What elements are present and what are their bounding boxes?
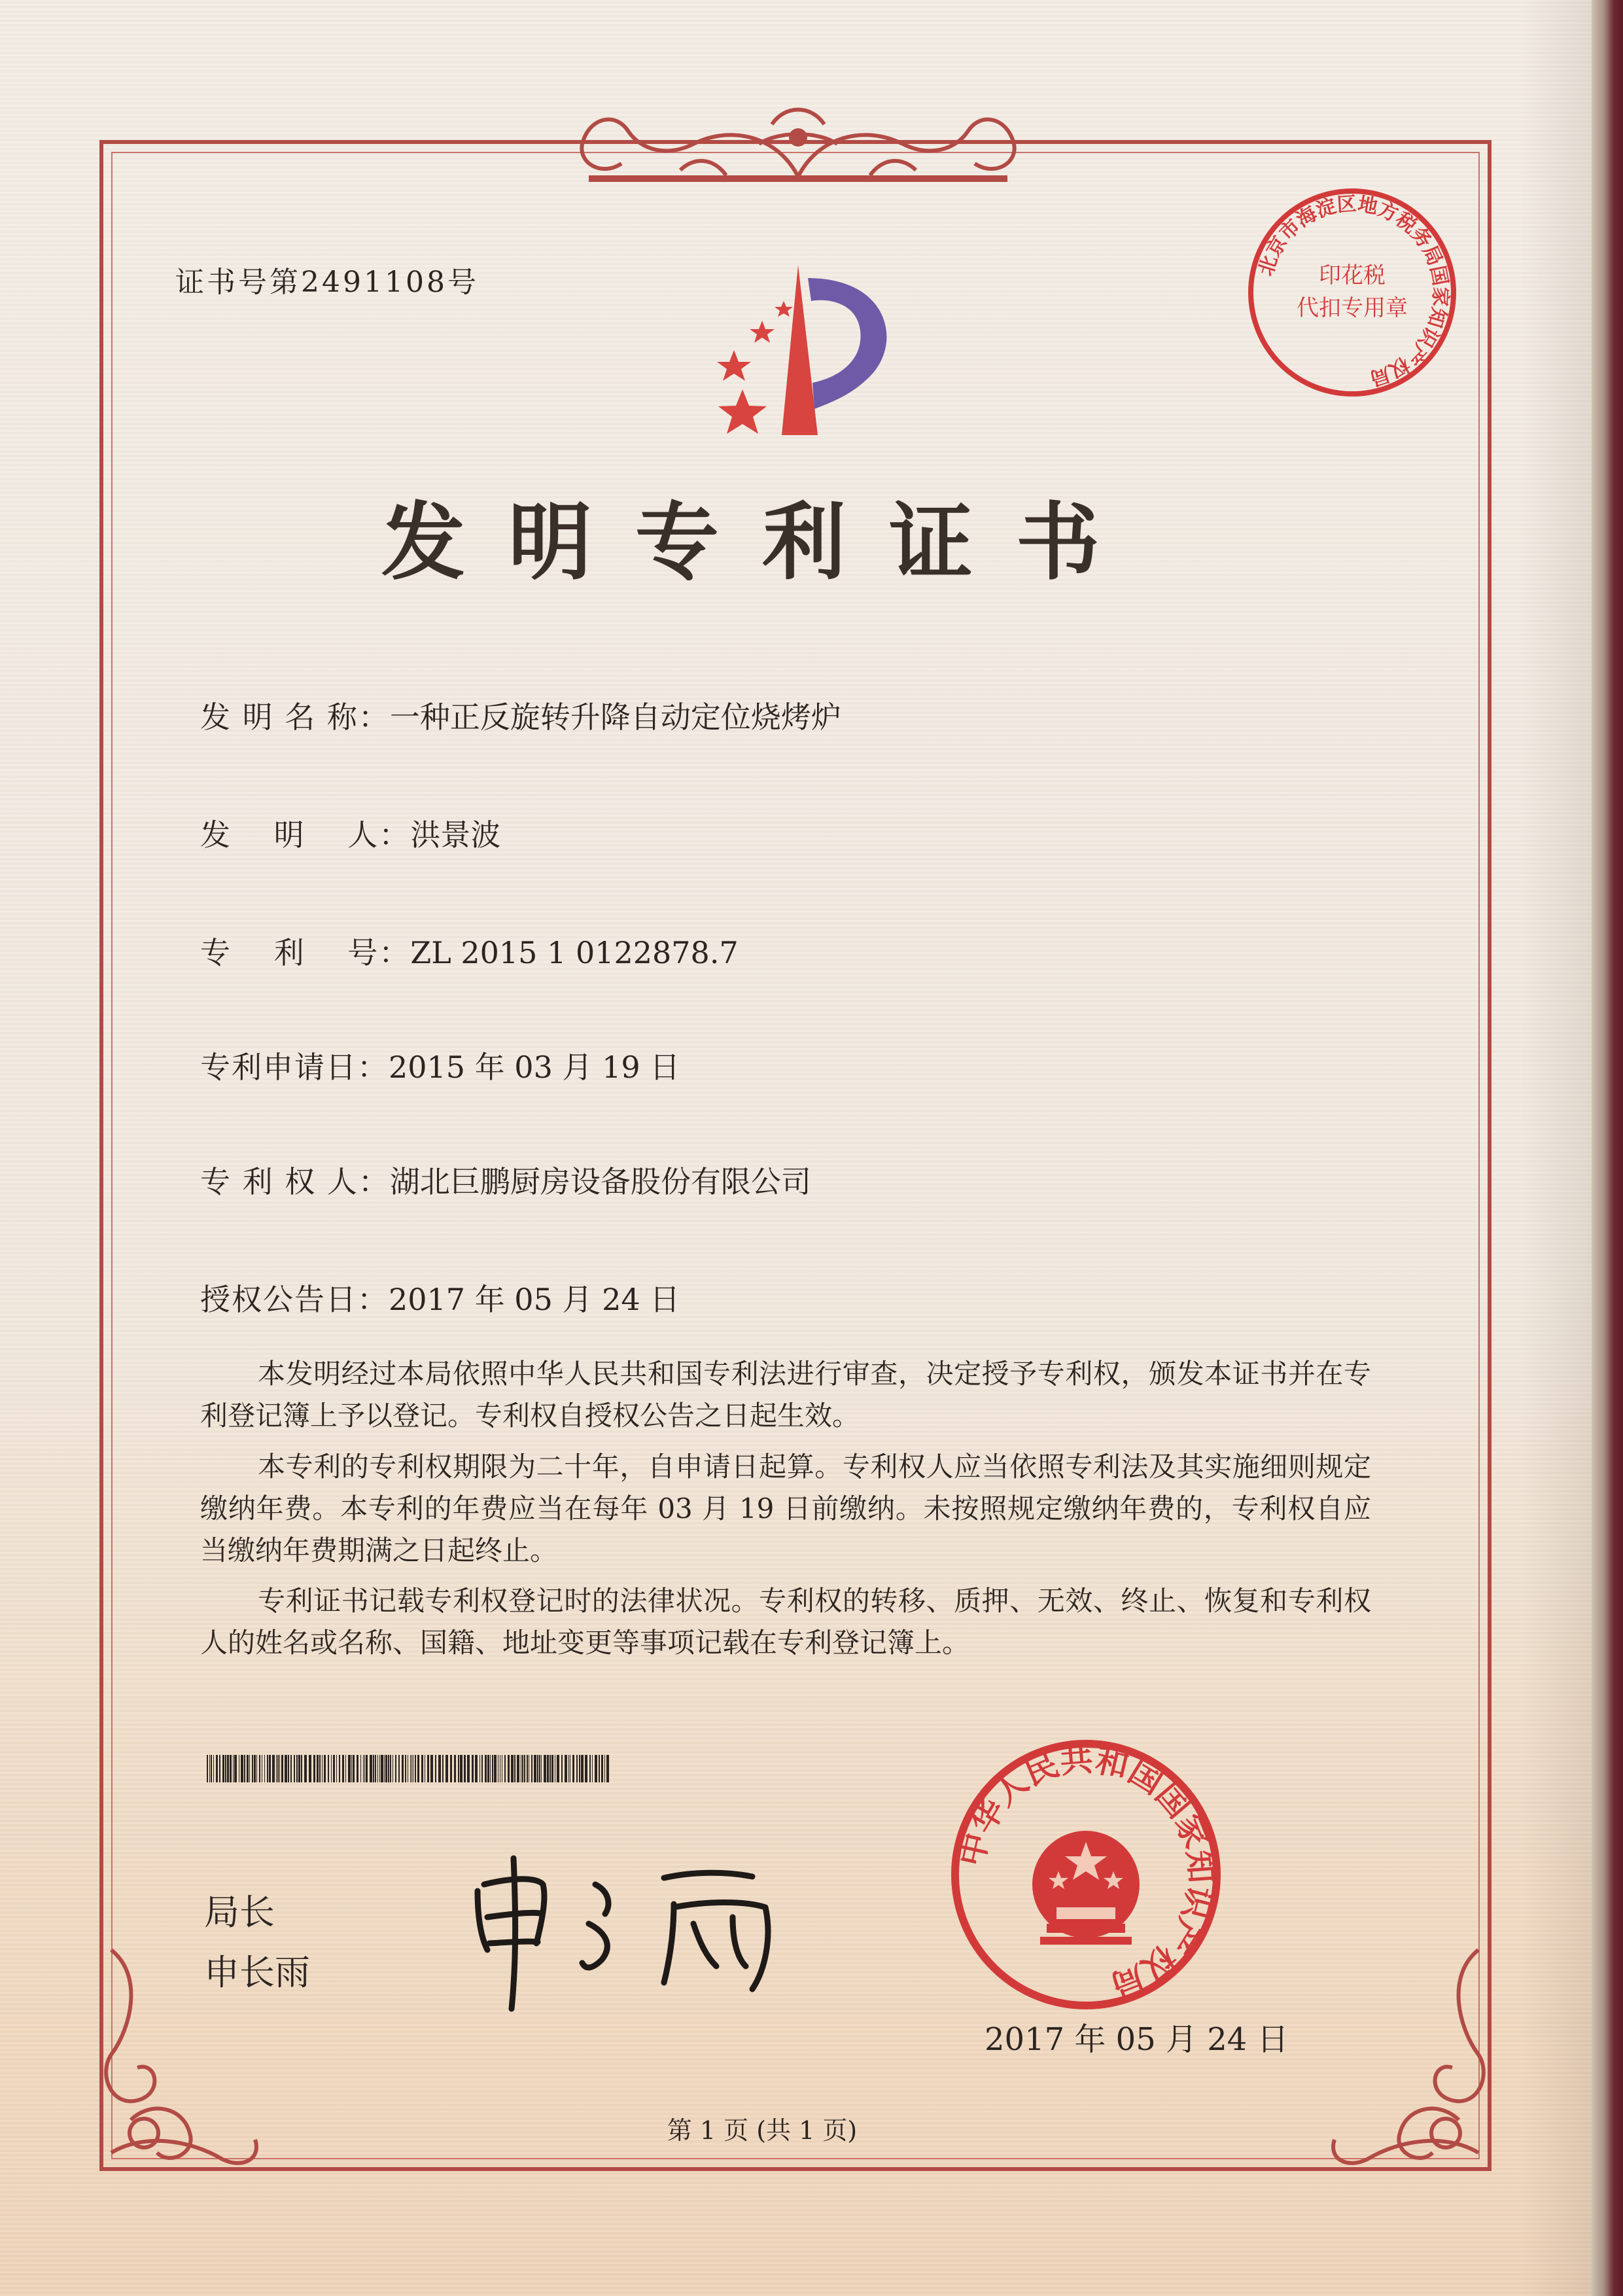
barcode-bar — [427, 1755, 429, 1782]
barcode-bar — [604, 1755, 605, 1782]
barcode-bar — [301, 1755, 302, 1782]
barcode-bar — [233, 1755, 234, 1782]
barcode-bar — [504, 1755, 506, 1782]
barcode-bar — [464, 1755, 466, 1782]
field-grant-date — [200, 1276, 680, 1319]
barcode-bar — [281, 1755, 283, 1782]
barcode-bar — [373, 1755, 374, 1782]
field-value: 一种正反旋转升降自动定位烧烤炉 — [389, 699, 841, 735]
barcode-bar — [254, 1755, 256, 1782]
barcode-bar — [360, 1755, 361, 1782]
barcode-bar — [460, 1755, 462, 1782]
field-invention-name — [200, 694, 841, 737]
barcode-bar — [547, 1755, 549, 1782]
field-value: ZL 2015 1 0122878.7 — [410, 935, 739, 970]
barcode-bar — [366, 1755, 368, 1782]
barcode-bar — [445, 1755, 448, 1782]
barcode-bar — [557, 1755, 559, 1782]
barcode-bar — [244, 1755, 245, 1782]
barcode-bar — [589, 1755, 591, 1782]
barcode-bar — [481, 1755, 483, 1782]
tax-seal-center-line1: 印花税 — [1319, 262, 1386, 289]
barcode-bar — [357, 1755, 358, 1782]
tax-seal-center-line2: 代扣专用章 — [1297, 295, 1408, 321]
barcode-bar — [485, 1755, 487, 1782]
field-value: 2017 年 05 月 24 日 — [389, 1282, 680, 1317]
barcode-bar — [601, 1755, 603, 1782]
barcode-bar — [599, 1755, 600, 1782]
barcode-bar — [313, 1755, 315, 1782]
barcode-bar — [304, 1755, 307, 1782]
field-value: 湖北巨鹏厨房设备股份有限公司 — [389, 1164, 811, 1199]
barcode-bar — [568, 1755, 569, 1782]
field-patentee — [200, 1158, 811, 1201]
barcode-bar — [576, 1755, 578, 1782]
barcode-bar — [606, 1755, 609, 1782]
barcode-bar — [294, 1755, 295, 1782]
barcode-bar — [348, 1755, 351, 1782]
certificate-title: 发明专利证书 — [381, 494, 1143, 592]
barcode-bar — [517, 1755, 519, 1782]
barcode-bar — [415, 1755, 416, 1782]
barcode-bar — [475, 1755, 478, 1782]
barcode-bar — [579, 1755, 580, 1782]
director-title: 局长 — [204, 1892, 275, 1933]
barcode-bar — [272, 1755, 275, 1782]
barcode-bar — [339, 1755, 340, 1782]
barcode-bar — [438, 1755, 441, 1782]
barcode-bar — [492, 1755, 493, 1782]
field-label: 专 利 权 人： — [200, 1164, 390, 1199]
barcode-bar — [264, 1755, 265, 1782]
barcode-bar — [267, 1755, 268, 1782]
field-label: 授权公告日： — [200, 1282, 389, 1317]
binding-spine — [1592, 0, 1623, 2296]
field-patent-number — [200, 929, 739, 972]
barcode-bar — [345, 1755, 346, 1782]
barcode-bar — [390, 1755, 391, 1782]
barcode-bar — [322, 1755, 323, 1782]
barcode-bar — [537, 1755, 538, 1782]
barcode-bar — [430, 1755, 433, 1782]
barcode-bar — [395, 1755, 396, 1782]
barcode-bar — [585, 1755, 587, 1782]
barcode-bar — [572, 1755, 574, 1782]
barcode-bar — [511, 1755, 514, 1782]
barcode-bar — [454, 1755, 456, 1782]
barcode-bar — [364, 1755, 365, 1782]
barcode-bar — [421, 1755, 423, 1782]
barcode-bar — [370, 1755, 372, 1782]
barcode-bar — [458, 1755, 459, 1782]
barcode-bar — [522, 1755, 523, 1782]
barcode-bar — [388, 1755, 389, 1782]
barcode-bar — [385, 1755, 387, 1782]
barcode-bar — [279, 1755, 280, 1782]
barcode-bar — [342, 1755, 344, 1782]
barcode-bar — [384, 1755, 385, 1782]
field-label: 发 明 名 称： — [200, 699, 390, 735]
body-paragraph-1: 本发明经过本局依照中华人民共和国专利法进行审查，决定授予专利权，颁发本证书并在专利登记簿上予以登记。专利权自授权公告之日起生效。 — [200, 1358, 1371, 1432]
barcode-bar — [550, 1755, 551, 1782]
barcode-bar — [269, 1755, 271, 1782]
barcode-bar — [508, 1755, 510, 1782]
barcode-bar — [209, 1755, 210, 1782]
barcode-bar — [381, 1755, 383, 1782]
barcode-bar — [442, 1755, 444, 1782]
certificate-number: 证书号第2491108号 — [175, 266, 479, 299]
barcode-bar — [524, 1755, 525, 1782]
barcode-bar — [290, 1755, 292, 1782]
barcode-bar — [216, 1755, 218, 1782]
barcode-bar — [296, 1755, 298, 1782]
barcode-bar — [375, 1755, 376, 1782]
patent-office-emblem-icon — [674, 252, 922, 448]
barcode-icon — [207, 1755, 610, 1782]
barcode-bar — [328, 1755, 329, 1782]
director-name: 申长雨 — [204, 1952, 310, 1993]
barcode-bar — [494, 1755, 497, 1782]
barcode-bar — [450, 1755, 452, 1782]
barcode-bar — [259, 1755, 260, 1782]
barcode-bar — [298, 1755, 300, 1782]
barcode-bar — [319, 1755, 321, 1782]
barcode-bar — [405, 1755, 406, 1782]
barcode-bar — [544, 1755, 546, 1782]
barcode-bar — [227, 1755, 229, 1782]
barcode-bar — [234, 1755, 237, 1782]
barcode-bar — [331, 1755, 332, 1782]
page-shadow — [1520, 0, 1592, 2296]
body-paragraph-3: 专利证书记载专利权登记时的法律状况。专利权的转移、质押、无效、终止、恢复和专利权人的姓名或名称、国籍、地址变更等事项记载在专利登记簿上。 — [200, 1585, 1371, 1659]
barcode-bar — [363, 1755, 364, 1782]
barcode-bar — [219, 1755, 220, 1782]
barcode-bar — [317, 1755, 319, 1782]
barcode-bar — [402, 1755, 404, 1782]
barcode-bar — [472, 1755, 474, 1782]
barcode-bar — [207, 1755, 208, 1782]
field-label: 专 利 号： — [200, 935, 411, 970]
barcode-bar — [336, 1755, 337, 1782]
tax-stamp-seal-icon — [1244, 185, 1460, 400]
barcode-bar — [581, 1755, 584, 1782]
barcode-bar — [230, 1755, 232, 1782]
barcode-bar — [551, 1755, 553, 1782]
body-paragraph-2: 本专利的专利权期限为二十年，自申请日起算。专利权人应当依照专利法及其实施细则规定缴纳年费。本专利的年费应当在每年 03 月 19 日前缴纳。未按照规定缴纳年费的，专利权自应当缴纳年费期满之日起终止。 — [200, 1451, 1371, 1566]
barcode-bar — [249, 1755, 250, 1782]
barcode-bar — [377, 1755, 378, 1782]
barcode-bar — [541, 1755, 542, 1782]
barcode-bar — [351, 1755, 352, 1782]
barcode-bar — [490, 1755, 491, 1782]
barcode-bar — [565, 1755, 567, 1782]
barcode-bar — [276, 1755, 277, 1782]
barcode-bar — [247, 1755, 249, 1782]
barcode-bar — [222, 1755, 224, 1782]
field-value: 2015 年 03 月 19 日 — [389, 1050, 680, 1085]
top-ornament-icon — [563, 98, 1034, 190]
barcode-bar — [534, 1755, 536, 1782]
barcode-bar — [411, 1755, 412, 1782]
barcode-bar — [527, 1755, 528, 1782]
barcode-bar — [595, 1755, 597, 1782]
barcode-bar — [514, 1755, 515, 1782]
barcode-bar — [213, 1755, 214, 1782]
barcode-bar — [256, 1755, 257, 1782]
issue-date: 2017 年 05 月 24 日 — [985, 2021, 1289, 2058]
barcode-bar — [417, 1755, 419, 1782]
barcode-bar — [309, 1755, 311, 1782]
field-value: 洪景波 — [410, 817, 501, 853]
barcode-bar — [225, 1755, 226, 1782]
barcode-bar — [435, 1755, 436, 1782]
state-ipo-seal-icon — [949, 1737, 1223, 2012]
barcode-bar — [211, 1755, 212, 1782]
barcode-bar — [324, 1755, 326, 1782]
state-seal-ring-text: 中华人民共和国国家知识产权局 — [952, 1740, 1221, 2005]
barcode-bar — [353, 1755, 355, 1782]
barcode-bar — [410, 1755, 411, 1782]
barcode-bar — [277, 1755, 279, 1782]
barcode-bar — [241, 1755, 243, 1782]
field-label: 发 明 人： — [200, 817, 411, 853]
page-number: 第 1 页 (共 1 页) — [667, 2116, 858, 2145]
barcode-bar — [288, 1755, 289, 1782]
barcode-bar — [285, 1755, 287, 1782]
barcode-bar — [539, 1755, 540, 1782]
barcode-bar — [592, 1755, 593, 1782]
barcode-bar — [531, 1755, 532, 1782]
field-label: 专利申请日： — [200, 1050, 389, 1085]
barcode-bar — [379, 1755, 380, 1782]
field-inventor — [200, 811, 500, 855]
barcode-bar — [487, 1755, 489, 1782]
barcode-bar — [252, 1755, 253, 1782]
handwritten-signature — [458, 1845, 824, 2015]
tax-seal-ring-text: 北京市海淀区地方税务局国家知识产权局 — [1254, 192, 1452, 390]
barcode-bar — [333, 1755, 335, 1782]
barcode-bar — [561, 1755, 563, 1782]
barcode-bar — [467, 1755, 470, 1782]
field-filing-date — [200, 1044, 680, 1087]
barcode-bar — [398, 1755, 400, 1782]
